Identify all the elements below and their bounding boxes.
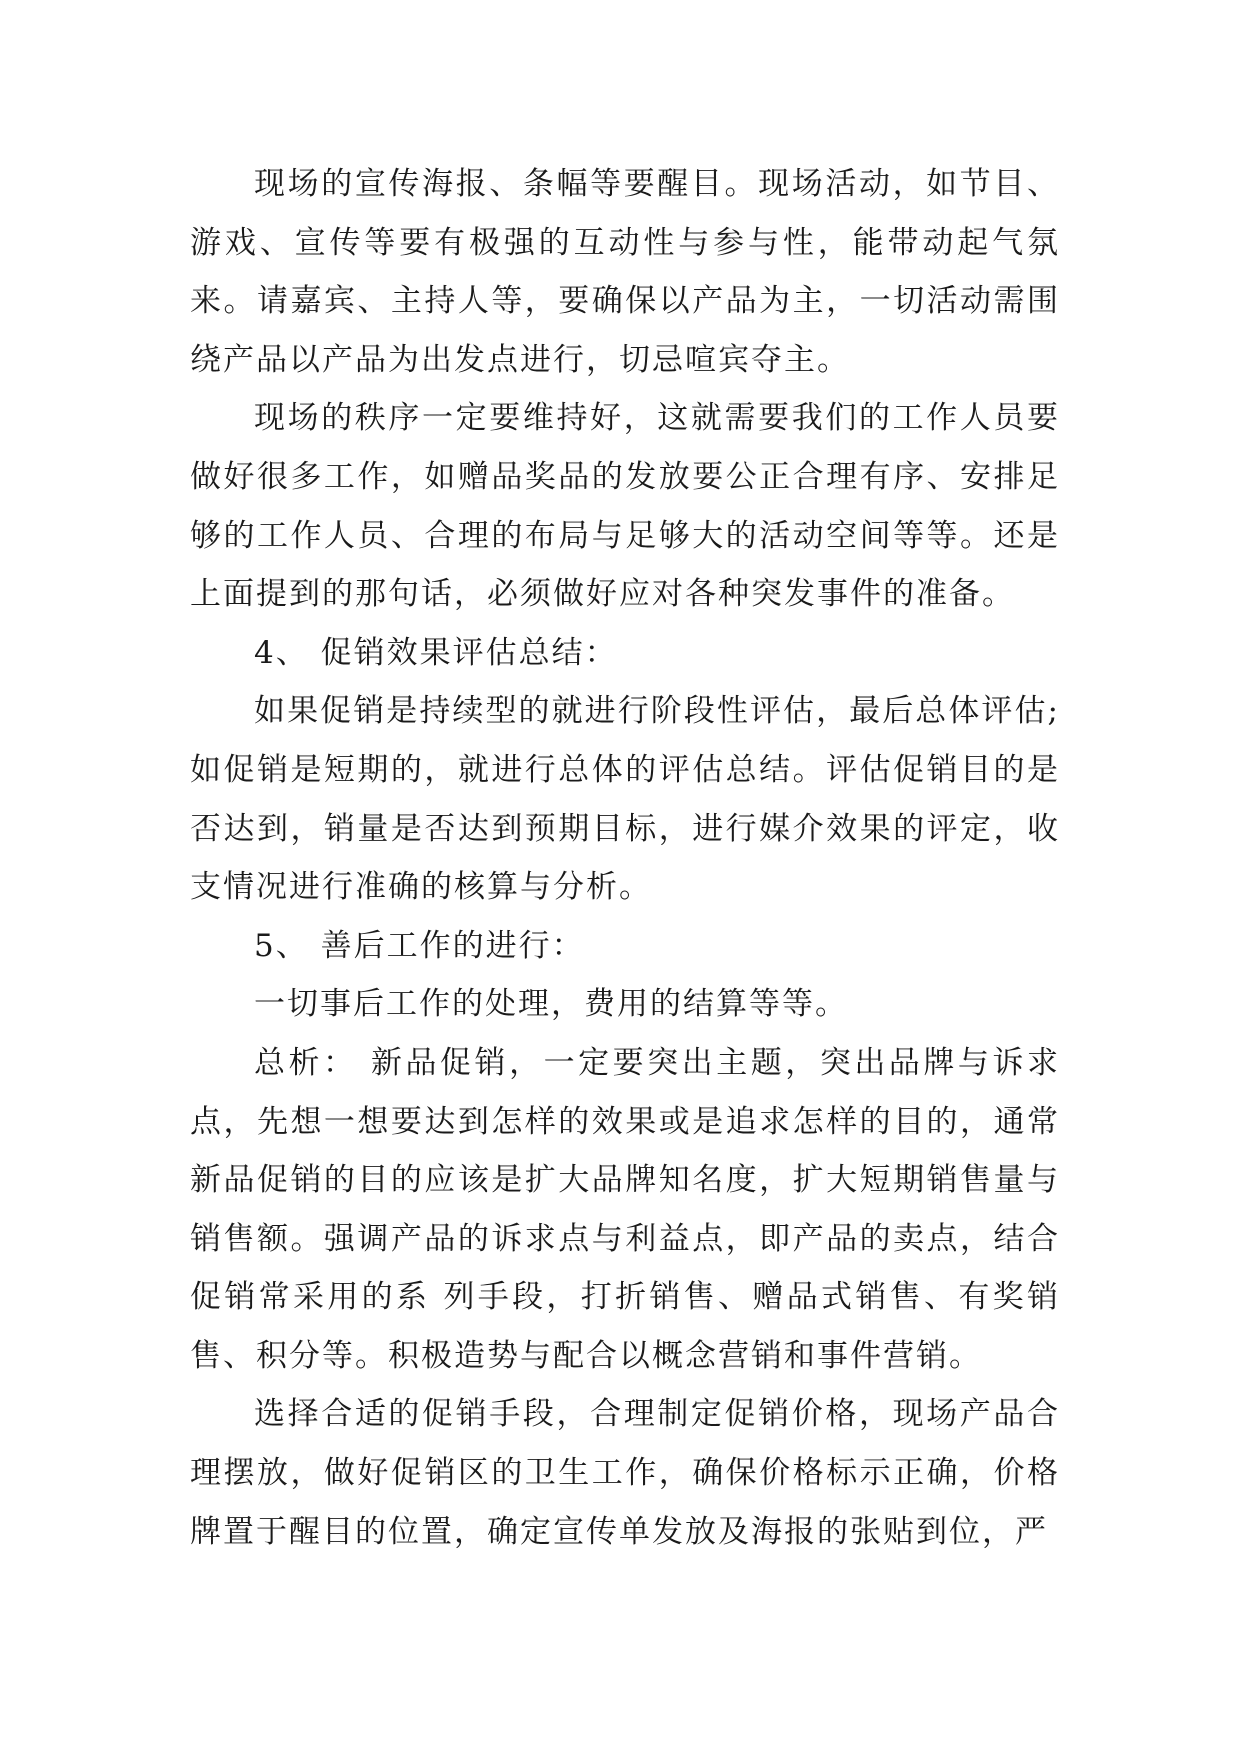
paragraph-aftermath: 一切事后工作的处理，费用的结算等等。 xyxy=(254,986,848,1023)
paragraph-onsite-promotion: 现场的宣传海报、条幅等要醒目。现场活动，如节目、游戏、宣传等要有极强的互动性与参与性，能带动起气氛来。请嘉宾、主持人等，要确保以产品为主，一切活动需围绕产品以产品为出发点进行，切忌喧宾夺主。 xyxy=(190,166,1060,378)
paragraph-summary: 总析： 新品促销，一定要突出主题，突出品牌与诉求点，先想一想要达到怎样的效果或是追求怎样的目的，通常新品促销的目的应该是扩大品牌知名度，扩大短期销售量与销售额。强调产品的诉求点与利益点，即产品的卖点，结合促销常采用的系 列手段，打折销售、赠品式销售、有奖销售、积分等。积极造势与配合以概念营销和事件营销。 xyxy=(190,1044,1060,1374)
paragraph-evaluation: 如果促销是持续型的就进行阶段性评估，最后总体评估;如促销是短期的，就进行总体的评估总结。评估促销目的是否达到，销量是否达到预期目标，进行媒介效果的评定，收支情况进行准确的核算与分析。 xyxy=(190,693,1060,906)
heading-aftermath-work: 5、 善后工作的进行： xyxy=(254,927,585,964)
paragraph-onsite-order: 现场的秩序一定要维持好，这就需要我们的工作人员要做好很多工作，如赠品奖品的发放要公正合理有序、安排足够的工作人员、合理的布局与足够大的活动空间等等。还是上面提到的那句话，必须做好应对各种突发事件的准备。 xyxy=(190,400,1060,613)
heading-promotion-evaluation: 4、 促销效果评估总结： xyxy=(254,634,618,671)
paragraph-promotion-means: 选择合适的促销手段，合理制定促销价格，现场产品合理摆放，做好促销区的卫生工作，确保价格标示正确，价格牌置于醒目的位置，确定宣传单发放及海报的张贴到位，严 xyxy=(190,1396,1060,1550)
body-text xyxy=(190,155,1060,1561)
